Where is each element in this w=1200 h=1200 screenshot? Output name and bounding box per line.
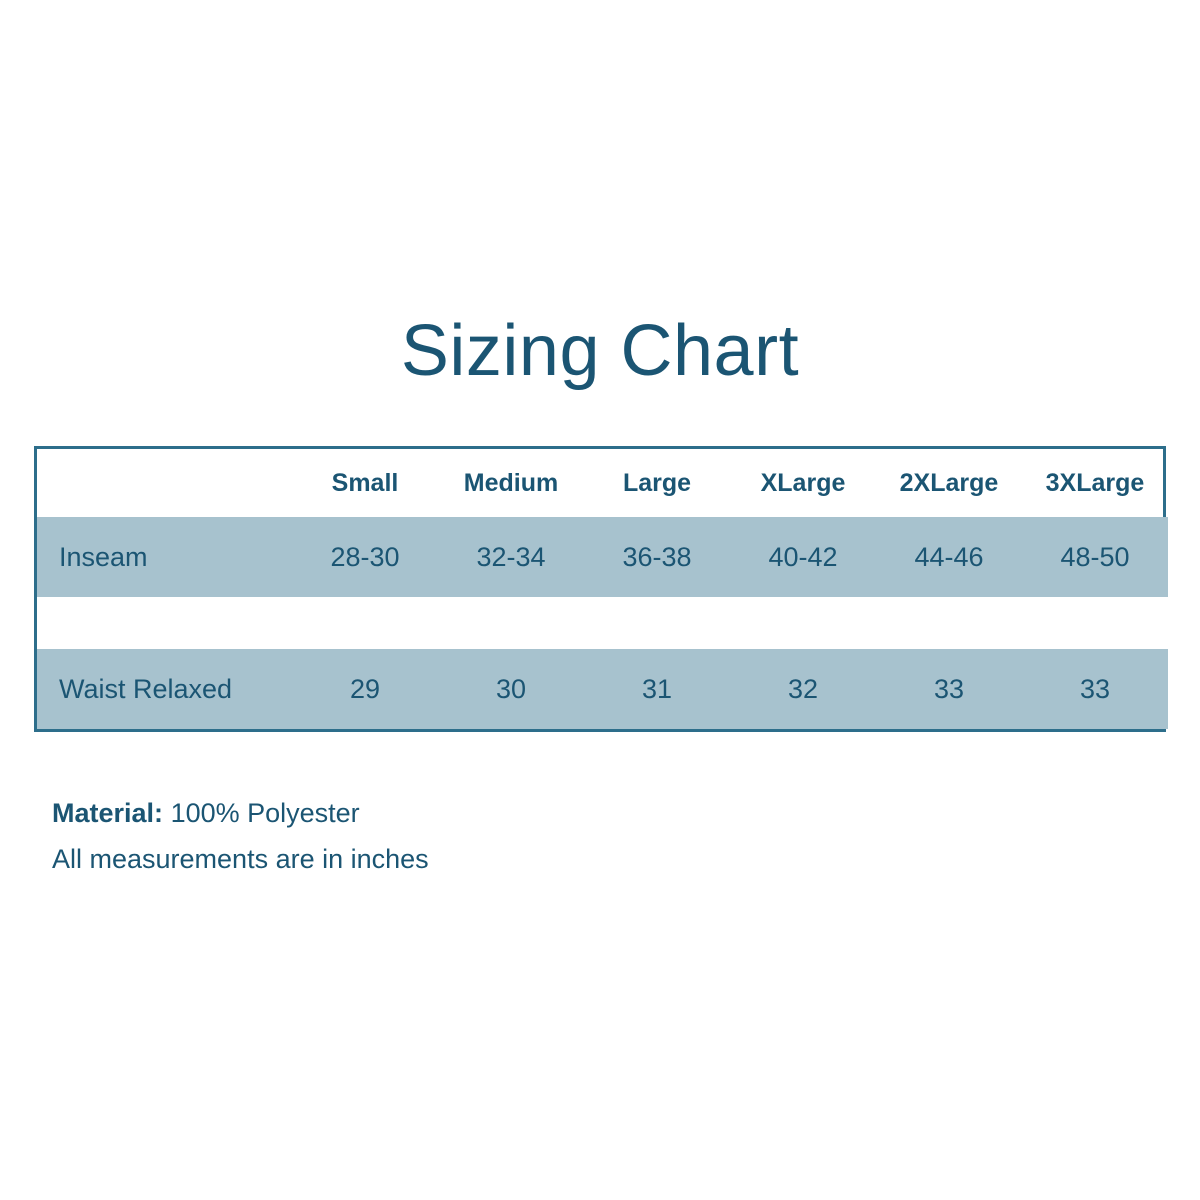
cell-inseam-medium: 32-34: [438, 517, 584, 597]
measurement-note: All measurements are in inches: [52, 844, 429, 874]
sizing-table: [37, 449, 1168, 729]
spacer-cell: [438, 597, 584, 649]
cell-waist-large: 31: [584, 649, 730, 729]
spacer-cell: [876, 597, 1022, 649]
material-value: 100% Polyester: [170, 798, 360, 828]
spacer-cell: [584, 597, 730, 649]
page-title: Sizing Chart: [400, 311, 800, 391]
material-label: Material:: [52, 798, 164, 828]
table-header-row: [37, 449, 1168, 517]
cell-waist-2xlarge: 33: [876, 649, 1022, 729]
cell-waist-3xlarge: 33: [1022, 649, 1168, 729]
spacer-cell: [1022, 597, 1168, 649]
table-row: [37, 517, 1168, 597]
column-header-large: Large: [622, 468, 692, 497]
notes-section: [52, 790, 952, 882]
cell-waist-xlarge: 32: [730, 649, 876, 729]
cell-inseam-xlarge: 40-42: [730, 517, 876, 597]
cell-inseam-3xlarge: 48-50: [1022, 517, 1168, 597]
table-corner-cell: [37, 449, 292, 517]
spacer-cell: [37, 597, 292, 649]
material-note: [52, 790, 952, 836]
table-spacer-row: [37, 597, 1168, 649]
cell-inseam-large: 36-38: [584, 517, 730, 597]
column-header-xlarge: XLarge: [760, 468, 846, 497]
column-header-2xlarge: 2XLarge: [899, 468, 999, 497]
cell-waist-small: 29: [292, 649, 438, 729]
column-header-small: Small: [331, 468, 399, 497]
table-row: [37, 649, 1168, 729]
cell-inseam-small: 28-30: [292, 517, 438, 597]
column-header-medium: Medium: [463, 468, 559, 497]
spacer-cell: [292, 597, 438, 649]
row-label-inseam: Inseam: [37, 517, 292, 597]
row-label-waist-relaxed: Waist Relaxed: [37, 649, 292, 729]
cell-waist-medium: 30: [438, 649, 584, 729]
column-header-3xlarge: 3XLarge: [1045, 468, 1145, 497]
spacer-cell: [730, 597, 876, 649]
sizing-table-container: [34, 446, 1166, 732]
cell-inseam-2xlarge: 44-46: [876, 517, 1022, 597]
